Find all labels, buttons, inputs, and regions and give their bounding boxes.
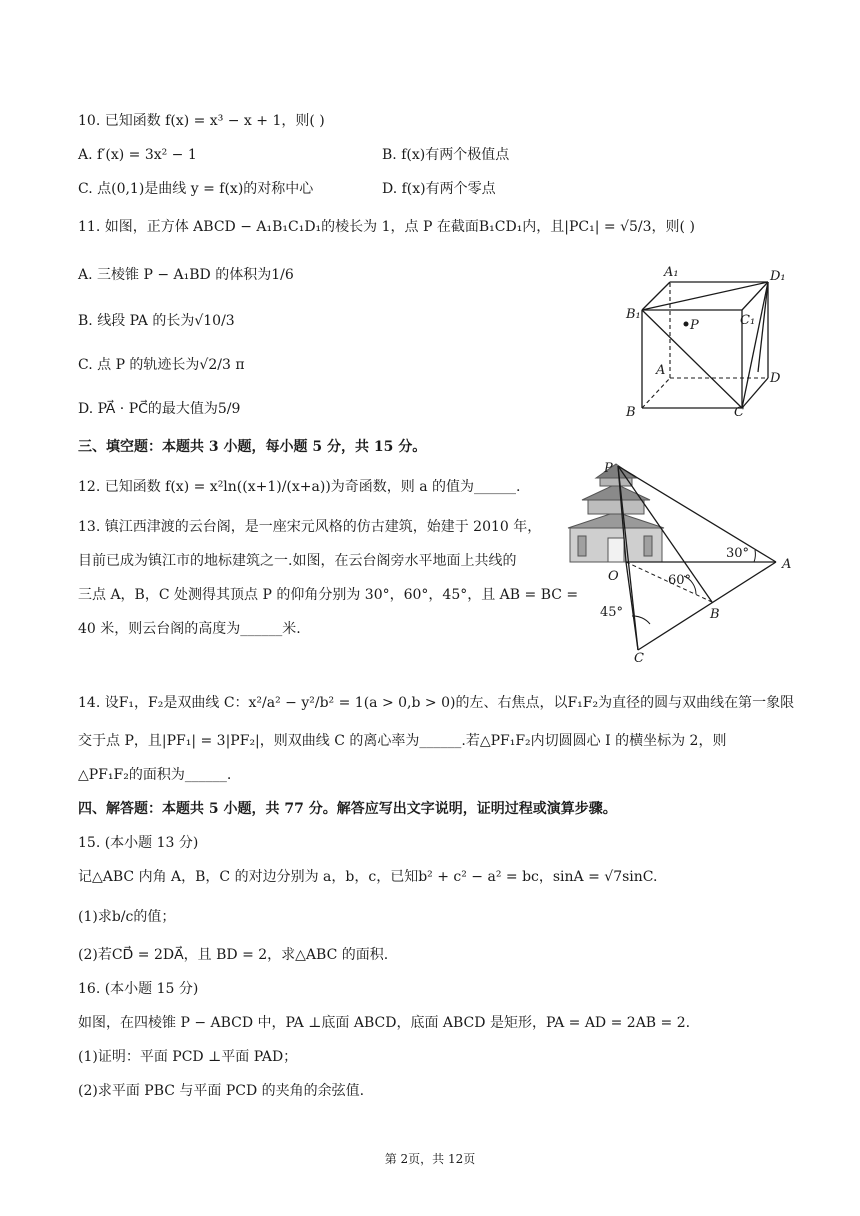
label-d1: D₁ xyxy=(770,269,786,284)
q11-option-c: C. 点 P 的轨迹长为√2/3 π xyxy=(78,357,245,373)
q11-stem: 11. 如图，正方体 ABCD − A₁B₁C₁D₁的棱长为 1，点 P 在截面B₁CD₁内，且|PC₁| = √5/3，则( ) xyxy=(78,219,695,235)
label-a: A xyxy=(782,557,792,572)
q13-line-1: 13. 镇江西津渡的云台阁，是一座宋元风格的仿古建筑，始建于 2010 年， xyxy=(78,519,542,535)
q15-part-2: (2)若CD⃗ = 2DA⃗，且 BD = 2，求△ABC 的面积. xyxy=(78,947,389,963)
q16-stem: 如图，在四棱锥 P − ABCD 中，PA ⊥底面 ABCD，底面 ABCD 是矩形，PA = AD = 2AB = 2. xyxy=(78,1015,691,1031)
q12-stem: 12. 已知函数 f(x) = x²ln((x+1)/(x+a))为奇函数，则 a 的值为______. xyxy=(78,479,521,495)
q13-line-2: 目前已成为镇江市的地标建筑之一.如图，在云台阁旁水平地面上共线的 xyxy=(78,553,517,569)
q10-option-a: A. f′(x) = 3x² − 1 xyxy=(78,147,197,163)
label-c: C xyxy=(634,651,644,666)
label-c1: C₁ xyxy=(740,313,756,328)
q11-option-d: D. PA⃗ · PC⃗的最大值为5/9 xyxy=(78,401,241,417)
q13-line-4: 40 米，则云台阁的高度为______米. xyxy=(78,621,301,637)
q14-line-2: 交于点 P，且|PF₁| = 3|PF₂|，则双曲线 C 的离心率为______.若△PF₁F₂内切圆圆心 I 的横坐标为 2，则 xyxy=(78,733,727,749)
label-d: D xyxy=(770,371,781,386)
label-30-deg: 30° xyxy=(726,546,750,561)
q16-title: 16. (本小题 15 分) xyxy=(78,981,199,997)
q16-part-1: (1)证明：平面 PCD ⊥平面 PAD； xyxy=(78,1049,298,1065)
label-45-deg: 45° xyxy=(600,605,624,620)
page-footer: 第 2页，共 12页 xyxy=(384,1152,476,1166)
pagoda-figure xyxy=(566,456,802,666)
label-c: C xyxy=(734,405,744,420)
label-a: A xyxy=(656,363,666,378)
label-b: B xyxy=(626,405,636,420)
label-a1: A₁ xyxy=(664,265,679,280)
cube-figure xyxy=(620,262,796,422)
label-b1: B₁ xyxy=(626,307,641,322)
label-o: O xyxy=(608,569,619,584)
q10-stem: 10. 已知函数 f(x) = x³ − x + 1，则( ) xyxy=(78,113,325,129)
q14-line-1: 14. 设F₁，F₂是双曲线 C：x²/a² − y²/b² = 1(a > 0,b > 0)的左、右焦点，以F₁F₂为直径的圆与双曲线在第一象限 xyxy=(78,695,795,711)
q15-stem: 记△ABC 内角 A，B，C 的对边分别为 a，b，c，已知b² + c² − a² = bc，sinA = √7sinC. xyxy=(78,869,658,885)
q11-option-a: A. 三棱锥 P − A₁BD 的体积为1/6 xyxy=(78,267,294,283)
q15-title: 15. (本小题 13 分) xyxy=(78,835,199,851)
pavilion-illustration xyxy=(568,464,664,562)
label-60-deg: 60° xyxy=(668,573,692,588)
q10-option-b: B. f(x)有两个极值点 xyxy=(382,147,510,163)
q14-line-3: △PF₁F₂的面积为______. xyxy=(78,767,232,783)
q10-option-c: C. 点(0,1)是曲线 y = f(x)的对称中心 xyxy=(78,181,314,197)
q11-option-b: B. 线段 PA 的长为√10/3 xyxy=(78,313,235,329)
q16-part-2: (2)求平面 PBC 与平面 PCD 的夹角的余弦值. xyxy=(78,1083,365,1099)
label-p: P xyxy=(604,461,613,476)
label-b: B xyxy=(710,607,720,622)
q13-line-3: 三点 A，B，C 处测得其顶点 P 的仰角分别为 30°，60°，45°，且 AB = BC = xyxy=(78,587,579,603)
q15-part-1: (1)求b/c的值； xyxy=(78,909,176,925)
q10-option-d: D. f(x)有两个零点 xyxy=(382,181,496,197)
label-p: P xyxy=(690,318,699,333)
section-3-heading: 三、填空题：本题共 3 小题，每小题 5 分，共 15 分。 xyxy=(78,439,427,455)
section-4-heading: 四、解答题：本题共 5 小题，共 77 分。解答应写出文字说明，证明过程或演算步骤。 xyxy=(78,801,617,817)
